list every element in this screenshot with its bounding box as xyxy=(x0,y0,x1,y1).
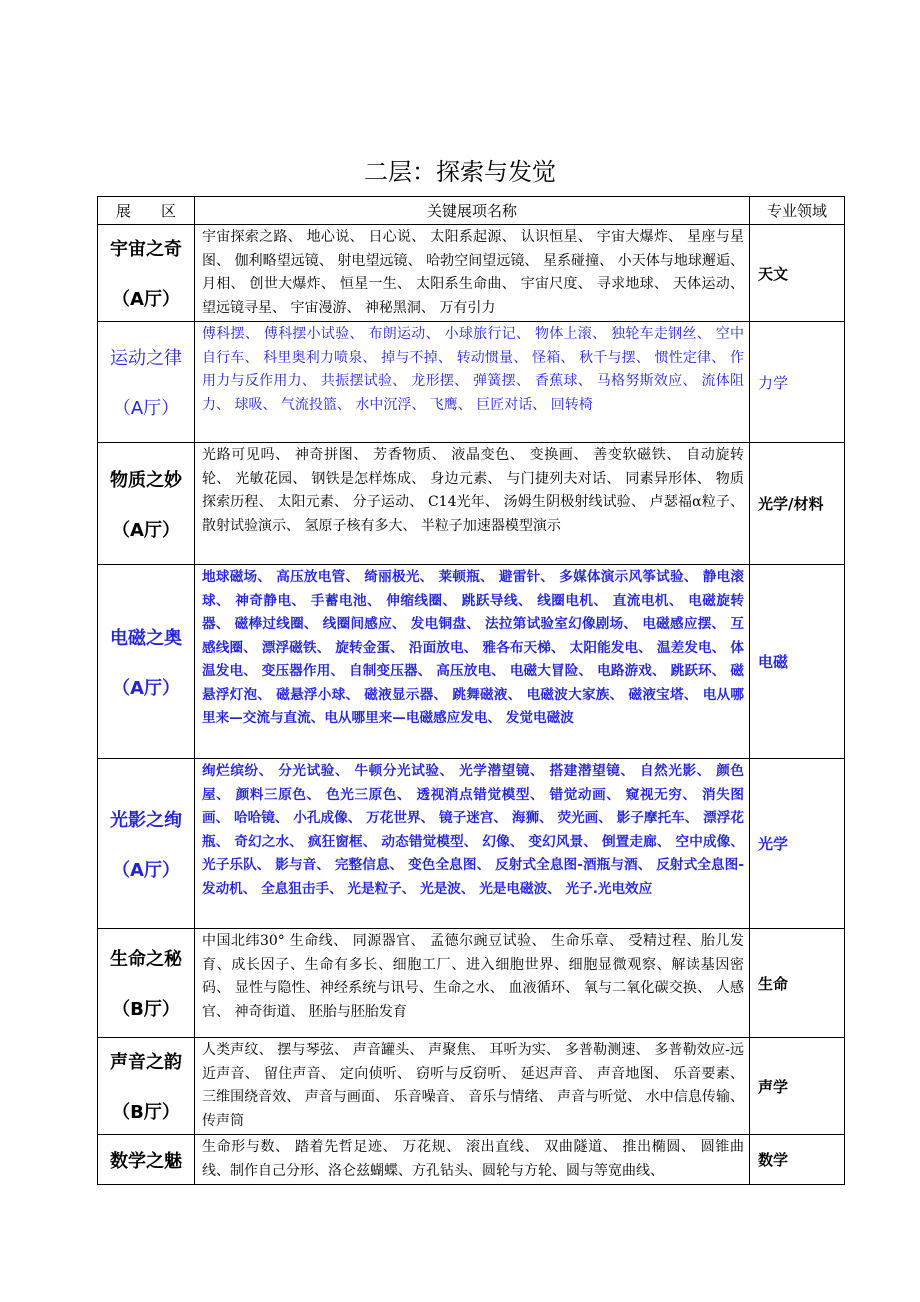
zone-cell xyxy=(98,929,195,1038)
table-row xyxy=(98,929,845,1038)
zone-cell xyxy=(98,759,195,929)
zone-hall: （B厅） xyxy=(112,1102,180,1123)
items-cell: 绚烂缤纷、 分光试验、 牛顿分光试验、 光学潜望镜、 搭建潜望镜、 自然光影、 颜色屋、 颜料三原色、 色光三原色、 透视消点错觉模型、 错觉动画、 窥视无穷、 消失图画、 哈哈镜、 小孔成像、 万花世界、 镜子迷宫、 海狮、 荧光画、 影子摩托车、 漂浮花瓶、 奇幻之水、 疯狂窗框、 动态错觉模型、 幻像、 变幻风景、 倒置走廊、 空中成像、 光子乐队、 影与音、 完整信息、 变色全息图、 反射式全息图-酒瓶与酒、 反射式全息图-发动机、 全息狙击手、 光是粒子、 光是波、 光是电磁波、 光子.光电效应 xyxy=(195,759,750,929)
header-zone: 展 区 xyxy=(98,197,195,225)
zone-cell xyxy=(98,443,195,565)
table-row xyxy=(98,225,845,322)
table-row xyxy=(98,443,845,565)
items-cell: 生命形与数、 踏着先哲足迹、 万花规、 滚出直线、 双曲隧道、 推出椭圆、 圆锥曲线、制作自己分形、洛仑兹蝴蝶、方孔钻头、圆轮与方轮、圆与等宽曲线、 xyxy=(195,1135,750,1185)
zone-name: 电磁之奥 xyxy=(110,627,182,649)
exhibit-table xyxy=(97,196,845,1185)
zone-cell xyxy=(98,565,195,759)
zone-name: 物质之妙 xyxy=(110,469,182,491)
zone-hall: （A厅） xyxy=(112,519,180,541)
field-cell: 电磁 xyxy=(750,565,845,759)
items-cell: 光路可见吗、 神奇拼图、 芳香物质、 液晶变色、 变换画、 善变软磁铁、 自动旋转轮、 光敏花园、 钢铁是怎样炼成、 身边元素、 与门捷列夫对话、 同素异形体、 物质探索历程、 太阳元素、 分子运动、 C14光年、 汤姆生阴极射线试验、 卢瑟福α粒子、 散射试验演示、 氢原子核有多大、 半粒子加速器模型演示 xyxy=(195,443,750,565)
table-row xyxy=(98,1135,845,1185)
items-cell: 傅科摆、 傅科摆小试验、 布朗运动、 小球旅行记、 物体上滚、 独轮车走钢丝、 空中自行车、 科里奥利力喷泉、 掉与不掉、 转动惯量、 怪箱、 秋千与摆、 惯性定律、 作用力与反作用力、 共振摆试验、 龙形摆、 弹簧摆、 香蕉球、 马格努斯效应、 流体阻力、 球吸、 气流投篮、 水中沉浮、 飞鹰、 巨匠对话、 回转椅 xyxy=(195,322,750,443)
zone-cell xyxy=(98,322,195,443)
zone-cell xyxy=(98,1038,195,1135)
zone-hall: （A厅） xyxy=(112,289,180,310)
field-cell: 光学/材料 xyxy=(750,443,845,565)
field-cell: 生命 xyxy=(750,929,845,1038)
items-cell: 地球磁场、 高压放电管、 绮丽极光、 莱顿瓶、 避雷针、 多媒体演示风筝试验、 静电滚球、 神奇静电、 手蓄电池、 伸缩线圈、 跳跃导线、 线圈电机、 直流电机、 电磁旋转器、 磁棒过线圈、 线圈间感应、 发电铜盘、 法拉第试验室幻像剧场、 电磁感应摆、 互感线圈、 漂浮磁铁、 旋转金蛋、 沿面放电、 雅各布天梯、 太阳能发电、 温差发电、 体温发电、 变压器作用、 自制变压器、 高压放电、 电磁大冒险、 电路游戏、 跳跃环、 磁悬浮灯泡、 磁悬浮小球、 磁液显示器、 跳舞磁液、 电磁波大家族、 磁液宝塔、 电从哪里来—交流与直流、电从哪里来—电磁感应发电、 发觉电磁波 xyxy=(195,565,750,759)
items-cell: 人类声纹、 摆与琴弦、 声音罐头、 声聚焦、 耳听为实、 多普勒测速、 多普勒效应-远近声音、 留住声音、 定向侦听、 窃听与反窃听、 延迟声音、 声音地图、 乐音要素、 三维围绕音效、 声音与画面、 乐音噪音、 音乐与情绪、 声音与听觉、 水中信息传输、 传声筒 xyxy=(195,1038,750,1135)
table-row xyxy=(98,759,845,929)
header-field: 专业领域 xyxy=(750,197,845,225)
header-items: 关键展项名称 xyxy=(195,197,750,225)
table-row xyxy=(98,322,845,443)
zone-hall: （A厅） xyxy=(112,398,180,419)
zone-name: 宇宙之奇 xyxy=(110,239,182,260)
zone-hall: （A厅） xyxy=(112,677,180,699)
table-row xyxy=(98,1038,845,1135)
zone-name: 生命之秘 xyxy=(110,949,182,970)
zone-name: 声音之韵 xyxy=(110,1052,182,1073)
zone-cell xyxy=(98,1135,195,1185)
zone-hall: （A厅） xyxy=(112,859,180,881)
zone-hall: （B厅） xyxy=(112,999,180,1020)
items-cell: 中国北纬30° 生命线、 同源器官、 孟德尔豌豆试验、 生命乐章、 受精过程、胎儿发育、成长因子、生命有多长、细胞工厂、进入细胞世界、细胞显微观察、解读基因密码、 显性与隐性、神经系统与讯号、生命之水、 血液循环、 氧与二氧化碳交换、 人感官、 神奇街道、 胚胎与胚胎发育 xyxy=(195,929,750,1038)
table-header-row xyxy=(98,197,845,225)
field-cell: 光学 xyxy=(750,759,845,929)
zone-name: 数学之魅 xyxy=(110,1150,182,1172)
zone-name: 光影之绚 xyxy=(110,809,182,831)
items-cell: 宇宙探索之路、 地心说、 日心说、 太阳系起源、 认识恒星、 宇宙大爆炸、 星座与星图、 伽利略望远镜、 射电望远镜、 哈勃空间望远镜、 星系碰撞、 小天体与地球邂逅、 月相、 创世大爆炸、 恒星一生、 太阳系生命曲、 宇宙尺度、 寻求地球、 天体运动、 望远镜寻星、 宇宙漫游、 神秘黑洞、 万有引力 xyxy=(195,225,750,322)
field-cell: 力学 xyxy=(750,322,845,443)
page-title: 二层：探索与发觉 xyxy=(364,158,556,186)
table-row xyxy=(98,565,845,759)
field-cell: 数学 xyxy=(750,1135,845,1185)
zone-name: 运动之律 xyxy=(110,348,182,369)
zone-cell xyxy=(98,225,195,322)
field-cell: 天文 xyxy=(750,225,845,322)
field-cell: 声学 xyxy=(750,1038,845,1135)
